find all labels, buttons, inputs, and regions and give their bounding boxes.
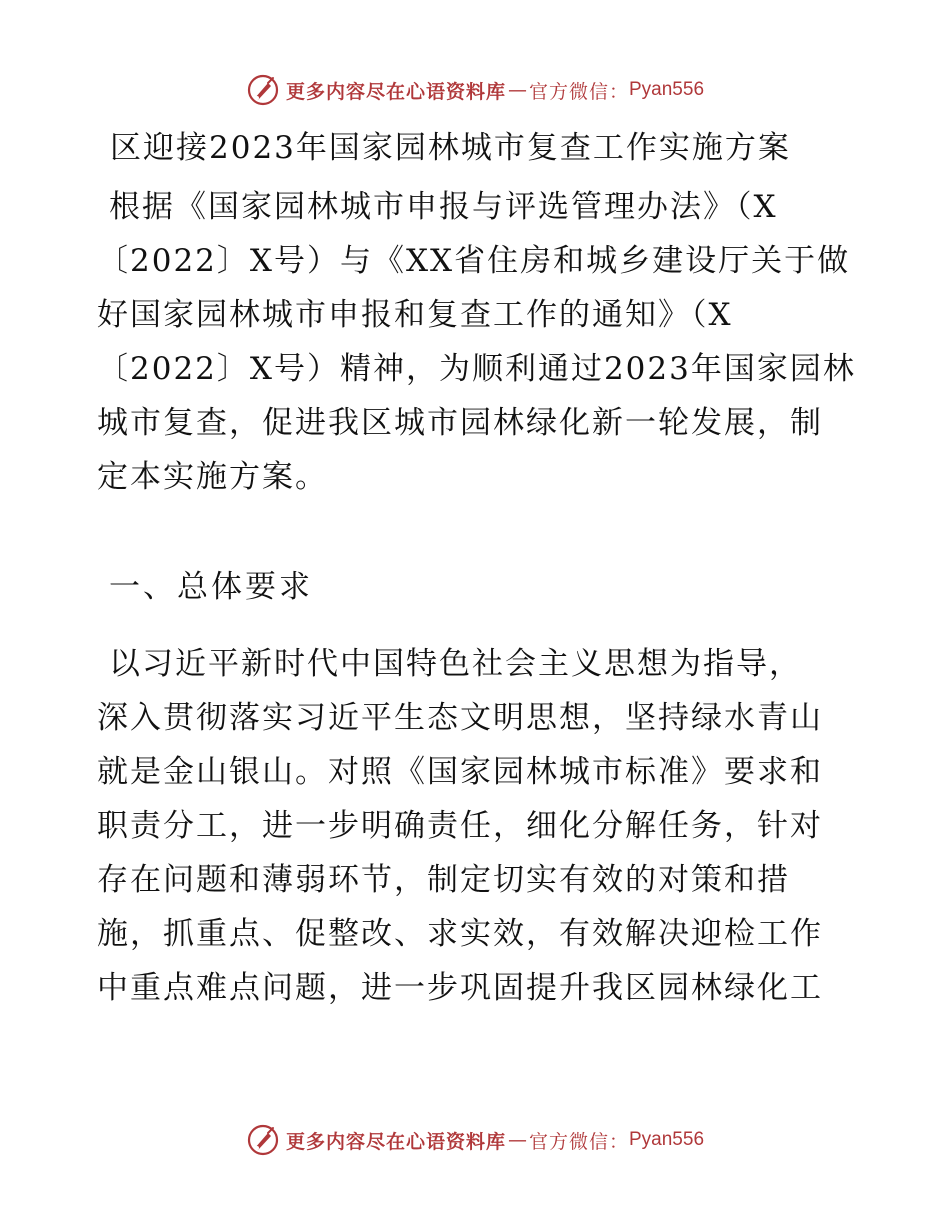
intro-line: 〔2022〕X号）精神，为顺利通过2023年国家园林 [97, 351, 856, 387]
section-line: 职责分工，进一步明确责任，细化分解任务，针对 [97, 808, 823, 844]
section-paragraph [97, 637, 867, 1015]
watermark-wechat-label: 官方微信： [528, 80, 629, 103]
watermark-wechat-label: 官方微信： [528, 1130, 629, 1153]
intro-line: 好国家园林城市申报和复查工作的通知》（X [97, 297, 733, 333]
watermark-site-name: 更多内容尽在心语资料库 [285, 80, 506, 103]
watermark-site-name: 更多内容尽在心语资料库 [285, 1130, 506, 1153]
header-watermark [0, 70, 950, 110]
intro-line: 定本实施方案。 [97, 459, 328, 495]
section-line: 就是金山银山。对照《国家园林城市标准》要求和 [97, 754, 823, 790]
footer-watermark [0, 1120, 950, 1160]
intro-paragraph [97, 180, 867, 504]
section-heading: 一、总体要求 [109, 569, 313, 605]
watermark-dash: — [507, 79, 527, 101]
intro-line: 城市复查，促进我区城市园林绿化新一轮发展，制 [97, 405, 823, 441]
section-line: 存在问题和薄弱环节，制定切实有效的对策和措 [97, 862, 790, 898]
quill-pen-logo-icon [246, 73, 280, 107]
watermark-wechat-id: Pyan556 [629, 1129, 705, 1150]
section-line: 中重点难点问题，进一步巩固提升我区园林绿化工 [97, 970, 823, 1006]
section-line: 以习近平新时代中国特色社会主义思想为指导， [109, 646, 802, 682]
quill-pen-logo-icon [246, 1123, 280, 1157]
section-line: 深入贯彻落实习近平生态文明思想，坚持绿水青山 [97, 700, 823, 736]
intro-line: 〔2022〕X号）与《XX省住房和城乡建设厅关于做 [97, 243, 851, 279]
document-title: 区迎接2023年国家园林城市复查工作实施方案 [110, 130, 791, 166]
intro-line: 根据《国家园林城市申报与评选管理办法》（X [109, 189, 778, 225]
watermark-wechat-id: Pyan556 [629, 79, 705, 100]
section-line: 施，抓重点、促整改、求实效，有效解决迎检工作 [97, 916, 823, 952]
watermark-dash: — [507, 1129, 527, 1151]
